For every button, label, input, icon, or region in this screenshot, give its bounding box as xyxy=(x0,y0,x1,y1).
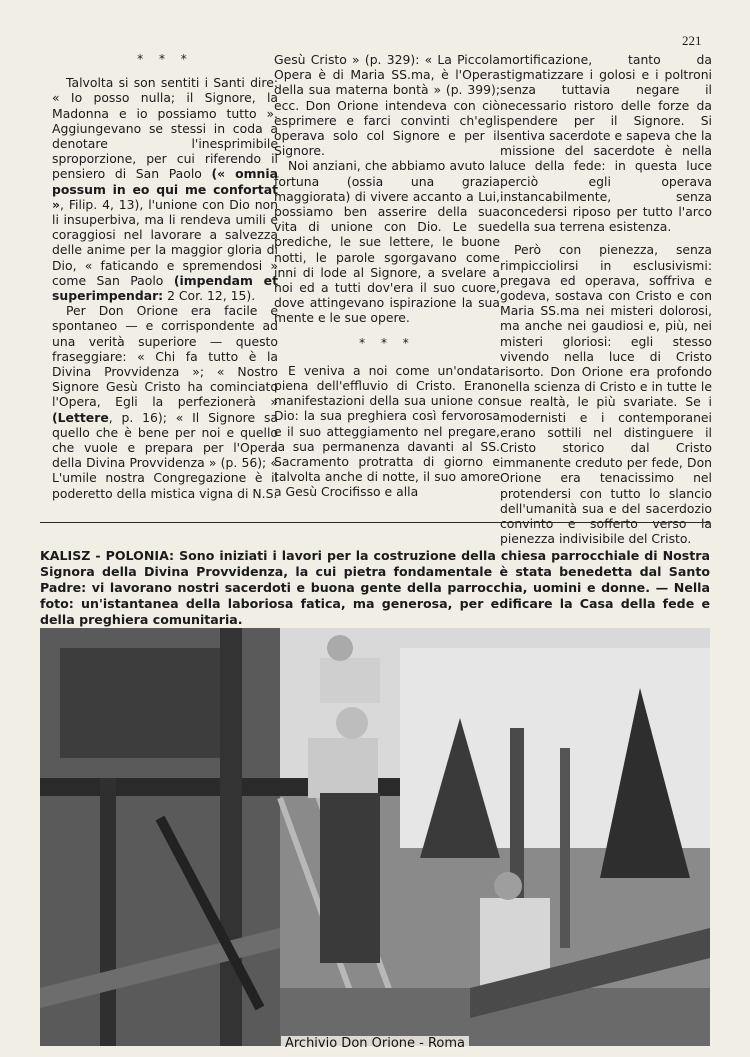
text-column-2 xyxy=(274,52,500,500)
archive-footer: Archivio Don Orione - Roma xyxy=(0,1036,750,1051)
photo-illustration xyxy=(40,628,710,1046)
construction-photo xyxy=(40,628,710,1046)
text-column-1 xyxy=(52,52,278,501)
paragraph: Per Don Orione era facile e spontaneo — e corrispondente ad una verità superiore — questo fraseggiare: « Chi fa tutto è la Divina Provvidenza »; « Nostro Signore Gesù Cristo ha cominciato l'Opera, Egli la perfezionerà » (Lettere, p. 16); « Il Signore sa quello che è bene per noi e quello che vuole e prepara per l'Opera della Divina Provvidenza » (p. 56); « L'umile nostra Congregazione è il poderetto della mistica vigna di N.S. xyxy=(52,303,278,501)
paragraph: Però con pienezza, senza rimpicciolirsi in esclusivismi: pregava ed operava, soffriva e godeva, sostava con Cristo e con Maria SS.ma nei misteri dolorosi, ma anche nei gaudiosi e, più, nei misteri gloriosi: egli stesso vivendo nella luce di Cristo risorto. Don Orione era profondo nella scienza di Cristo e in tutte le sue realtà, le più svariate. Se i modernisti e i contemporanei erano sottili nel distinguere il Cristo storico dal Cristo immanente creduto per fede, Don Orione era tenacissimo nel protendersi con tutto lo slancio dell'umanità sua e del sacerdozio convinto e sofferto verso la pienezza indivisibile del Cristo. xyxy=(500,242,712,547)
paragraph: Talvolta si son sentiti i Santi dire: « Io posso nulla; il Signore, la Madonna e io possiamo tutto ». Aggiungevano se stessi in coda a denotare l'inesprimibile sproporzione, per cui riferendo il pensiero di San Paolo (« omnia possum in eo qui me confortat », Filip. 4, 13), l'unione con Dio non li insuperbiva, ma li rendeva umili e coraggiosi nel lavorare a salvezza delle anime per la maggior gloria di Dio, « faticando e spremendosi » come San Paolo (impendam et superimpendar: 2 Cor. 12, 15). xyxy=(52,75,279,304)
photo-caption: KALISZ - POLONIA: Sono iniziati i lavori per la costruzione della chiesa parrocchiale di Nostra Signora della Divina Provvidenza, la cui pietra fondamentale è stata benedetta dal Santo Padre: vi lavorano nostri sacerdoti e buona gente della parrocchia, uomini e donne. — Nella foto: un'istantanea della laboriosa fatica, ma generosa, per edificare la Casa della fede e della preghiera comunitaria. xyxy=(40,548,710,627)
paragraph: Noi anziani, che abbiamo avuto la fortuna (ossia una grazia maggiorata) di vivere accanto a Lui, possiamo ben asserire della sua vita di unione con Dio. Le sue prediche, le sue lettere, le buone notti, le parole sgorgavano come inni di lode al Signore, a svelare a noi ed a tutti dov'era il suo cuore, dove attingevano ispirazione la sua mente e le sue opere. xyxy=(274,158,500,326)
paragraph: mortificazione, tanto da stigmatizzare i golosi e i poltroni senza tuttavia negare il necessario ristoro delle forze da spendere per il Signore. Si sentiva sacerdote e sapeva che la missione del sacerdote è nella luce della fede: in questa luce perciò egli operava instancabilmente, senza concedersi riposo per tutto l'arco della sua terrena esistenza. xyxy=(500,52,712,235)
paragraph: E veniva a noi come un'ondata piena dell'effluvio di Cristo. Erano manifestazioni della sua unione con Dio: la sua preghiera così fervorosa e il suo atteggiamento nel pregare, la sua permanenza davanti al SS. Sacramento protratta di giorno e talvolta anche di notte, il suo amore a Gesù Crocifisso e alla xyxy=(274,362,500,500)
divider-rule xyxy=(40,522,710,523)
page-number: 221 xyxy=(682,33,702,48)
section-divider: * * * xyxy=(359,335,415,350)
section-divider: * * * xyxy=(137,52,193,66)
paragraph: Gesù Cristo » (p. 329): « La Piccola Opera è di Maria SS.ma, è l'Opera della sua materna bontà » (p. 399); ecc. Don Orione intendeva con ciò esprimere e farci convinti ch'egli operava solo col Signore e per il Signore. xyxy=(274,52,500,159)
text-column-3 xyxy=(500,52,712,547)
